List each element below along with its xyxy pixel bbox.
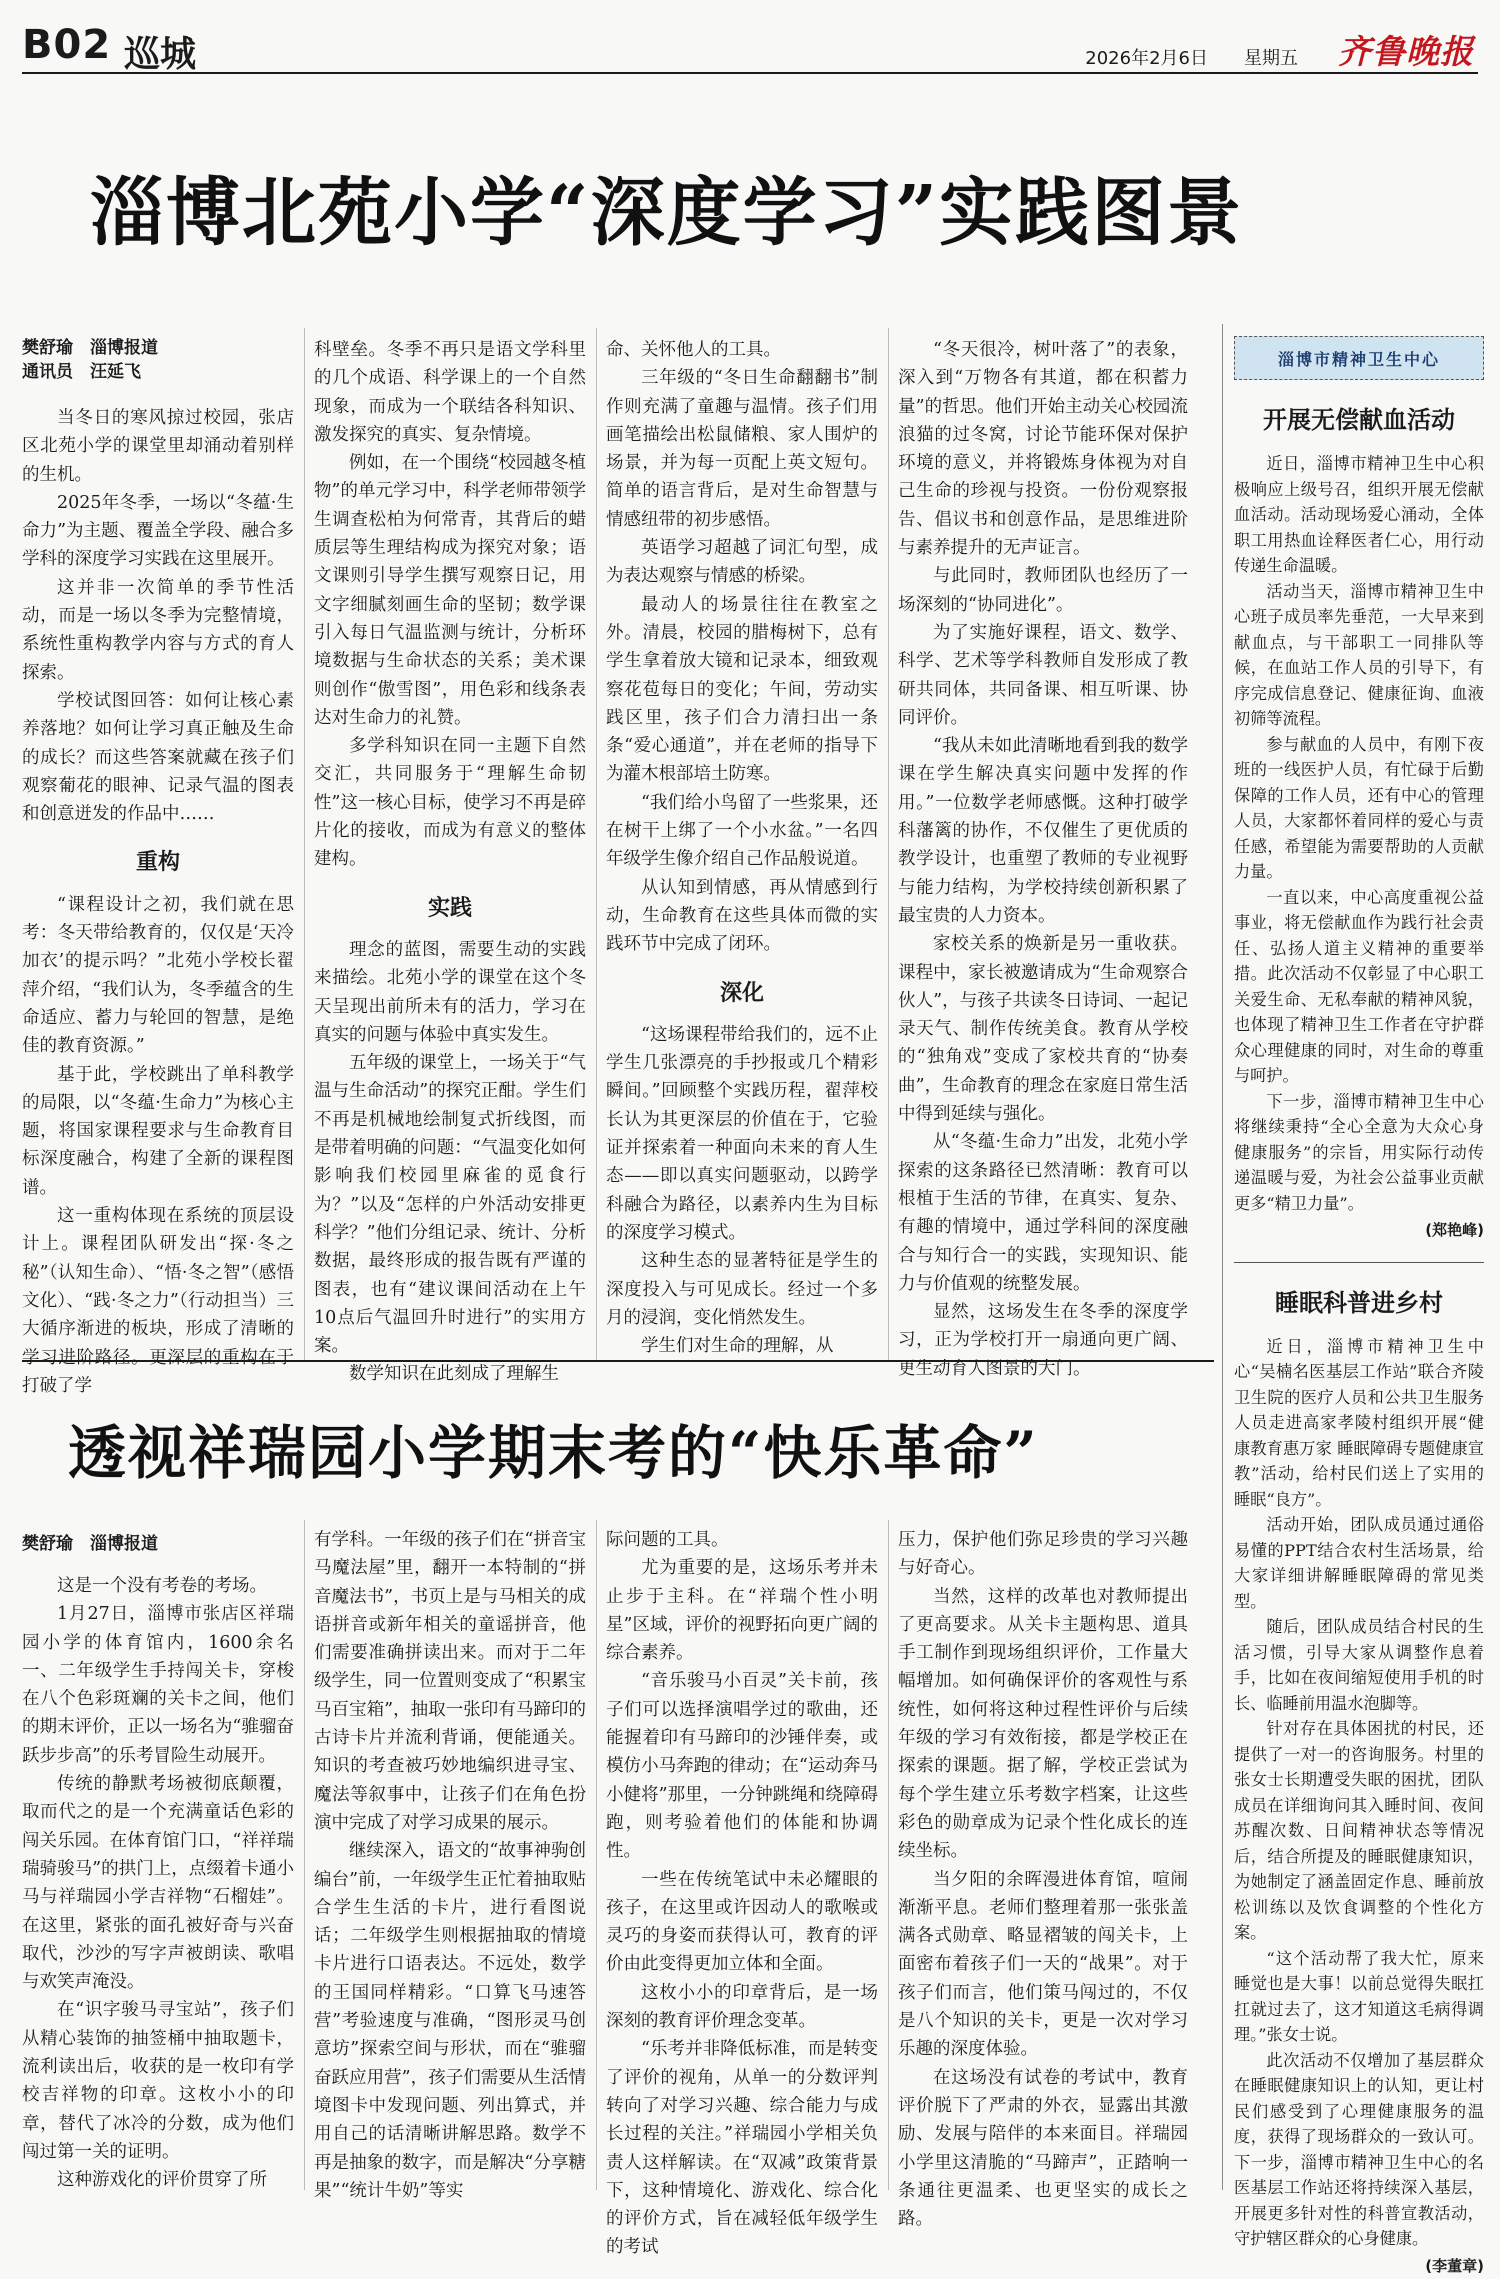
issue-weekday: 星期五 <box>1244 44 1298 70</box>
column-rule <box>888 1520 889 2190</box>
column-rule <box>888 328 889 1360</box>
paragraph: 从认知到情感，再从情感到行动，生命教育在这些具体而微的实践环节中完成了闭环。 <box>606 874 878 959</box>
paragraph: 显然，这场发生在冬季的深度学习，正为学校打开一扇通向更广阔、更生动育人图景的大门。 <box>898 1298 1188 1383</box>
section-name: 巡城 <box>124 26 196 77</box>
paragraph: 这是一个没有考卷的考场。 <box>22 1572 294 1600</box>
paragraph: 活动开始，团队成员通过通俗易懂的PPT结合农村生活场景，给大家详细讲解睡眠障碍的常见类型。 <box>1234 1512 1484 1614</box>
paragraph: 这种生态的显著特征是学生的深度投入与可见成长。经过一个多月的浸润，变化悄然发生。 <box>606 1247 878 1332</box>
article2-byline <box>22 1532 158 1556</box>
paragraph: 近日，淄博市精神卫生中心“吴楠名医基层工作站”联合齐陵卫生院的医疗人员和公共卫生服务人员走进高家孝陵村组织开展“健康教育惠万家 睡眠障碍专题健康宣教”活动，给村民们送上了实用的睡眠“良方”。 <box>1234 1334 1484 1513</box>
sidebar <box>1234 336 1484 2279</box>
article2-col4-body <box>898 1526 1188 2233</box>
paragraph: 一些在传统笔试中未必耀眼的孩子，在这里或许因动人的歌喉或灵巧的身姿而获得认可，教育的评价由此变得更加立体和全面。 <box>606 1866 878 1979</box>
paragraph: 这枚小小的印章背后，是一场深刻的教育评价理念变革。 <box>606 1979 878 2036</box>
paragraph: 例如，在一个围绕“校园越冬植物”的单元学习中，科学老师带领学生调查松柏为何常青，其背后的蜡质层等生理结构成为探究对象；语文课则引导学生撰写观察日记，用文字细腻刻画生命的坚韧；数学课引入每日气温监测与统计，分析环境数据与生命状态的关系；美术课则创作“傲雪图”，用色彩和线条表达对生命力的礼赞。 <box>314 449 586 732</box>
paragraph: 从“冬蕴·生命力”出发，北苑小学探索的这条路径已然清晰：教育可以根植于生活的节律，在真实、复杂、有趣的情境中，通过学科间的深度融合与知行合一的实践，实现知识、能力与价值观的统整发展。 <box>898 1128 1188 1298</box>
paragraph: 多学科知识在同一主题下自然交汇，共同服务于“理解生命韧性”这一核心目标，使学习不再是碎片化的接收，而成为有意义的整体建构。 <box>314 732 586 873</box>
paragraph: 为了实施好课程，语文、数学、科学、艺术等学科教师自发形成了教研共同体，共同备课、相互听课、协同评价。 <box>898 619 1188 732</box>
article1-col3-body <box>606 336 878 959</box>
sidebar-story2-title: 睡眠科普进乡村 <box>1234 1283 1484 1318</box>
sidebar-brand-banner: 淄博市精神卫生中心 <box>1234 336 1484 380</box>
paragraph: 科壁垒。冬季不再只是语文学科里的几个成语、科学课上的一个自然现象，而成为一个联结各科知识、激发探究的真实、复杂情境。 <box>314 336 586 449</box>
sidebar-story2-paras <box>1234 1334 1484 2252</box>
paragraph: “音乐骏马小百灵”关卡前，孩子们可以选择演唱学过的歌曲，还能握着印有马蹄印的沙锤伴奏，或模仿小马奔跑的律动；在“运动奔马小健将”那里，一分钟跳绳和绕障碍跑，则考验着他们的体能和协调性。 <box>606 1667 878 1865</box>
article1-headline: 淄博北苑小学“深度学习”实践图景 <box>90 154 1243 260</box>
page-header <box>22 0 1478 74</box>
sidebar-divider <box>1234 1262 1484 1263</box>
paragraph: 最动人的场景往往在教室之外。清晨，校园的腊梅树下，总有学生拿着放大镜和记录本，细致观察花苞每日的变化；午间，劳动实践区里，孩子们合力清扫出一条条“爱心通道”，并在老师的指导下为灌木根部培土防寒。 <box>606 591 878 789</box>
article2-col3-body <box>606 1526 878 2262</box>
sidebar-story2-author: (李董章) <box>1234 2254 1484 2279</box>
sidebar-story1-author: (郑艳峰) <box>1234 1218 1484 1244</box>
newspaper-logo: 齐鲁晚报 <box>1338 26 1474 73</box>
column-rule <box>304 1520 305 2190</box>
column-rule <box>304 328 305 1360</box>
article1-col1-intro <box>22 404 294 828</box>
byline-reporter: 樊舒瑜 淄博报道 <box>22 336 158 360</box>
paragraph: 尤为重要的是，这场乐考并未止步于主科。在“祥瑞个性小明星”区域，评价的视野拓向更广阔的综合素养。 <box>606 1554 878 1667</box>
article2-headline: 透视祥瑞园小学期末考的“快乐革命” <box>68 1406 1039 1490</box>
article2-column-1 <box>22 1572 294 2190</box>
paragraph: 在“识字骏马寻宝站”，孩子们从精心装饰的抽签桶中抽取题卡，流利读出后，收获的是一枚印有学校吉祥物的印章。这枚小小的印章，替代了冰冷的分数，成为他们闯过第一关的证明。 <box>22 1996 294 2166</box>
article2-col1-body <box>22 1572 294 2195</box>
paragraph: 数学知识在此刻成了理解生 <box>314 1360 586 1388</box>
article-divider <box>22 1360 1214 1362</box>
column-rule <box>596 1520 597 2190</box>
sidebar-story1-body <box>1234 451 1484 1244</box>
paragraph: “这个活动帮了我大忙，原来睡觉也是大事！以前总觉得失眠扛扛就过去了，这才知道这毛病得调理。”张女士说。 <box>1234 1946 1484 2048</box>
paragraph: “我从未如此清晰地看到我的数学课在学生解决真实问题中发挥的作用。”一位数学老师感慨。这种打破学科藩篱的协作，不仅催生了更优质的教学设计，也重塑了教师的专业视野与能力结构，为学校持续创新积累了最宝贵的人力资本。 <box>898 732 1188 930</box>
paragraph: 传统的静默考场被彻底颠覆，取而代之的是一个充满童话色彩的闯关乐园。在体育馆门口，“祥祥瑞瑞骑骏马”的拱门上，点缀着卡通小马与祥瑞园小学吉祥物“石榴娃”。在这里，紧张的面孔被好奇与兴奋取代，沙沙的写字声被朗读、歌唱与欢笑声淹没。 <box>22 1770 294 1996</box>
article2-column-4 <box>898 1526 1188 2190</box>
paragraph: 与此同时，教师团队也经历了一场深刻的“协同进化”。 <box>898 562 1188 619</box>
paragraph: 在这场没有试卷的考试中，教育评价脱下了严肃的外衣，显露出其激励、发展与陪伴的本来面目。祥瑞园小学里这清脆的“马蹄声”，正踏响一条通往更温柔、也更坚实的成长之路。 <box>898 2064 1188 2234</box>
paragraph: 这并非一次简单的季节性活动，而是一场以冬季为完整情境，系统性重构教学内容与方式的育人探索。 <box>22 574 294 687</box>
sidebar-story2-body <box>1234 1334 1484 2279</box>
paragraph: 活动当天，淄博市精神卫生中心班子成员率先垂范，一大早来到献血点，与干部职工一同排队等候，在血站工作人员的引导下，有序完成信息登记、健康征询、血液初筛等流程。 <box>1234 579 1484 732</box>
subhead-shijian: 实践 <box>314 894 586 922</box>
paragraph: 这一重构体现在系统的顶层设计上。课程团队研发出“探·冬之秘”（认知生命）、“悟·冬之智”（感悟文化）、“践·冬之力”（行动担当）三大循序渐进的板块，形成了清晰的学习进阶路径。更深层的重构在于打破了学 <box>22 1202 294 1400</box>
paragraph: 基于此，学校跳出了单科教学的局限，以“冬蕴·生命力”为核心主题，将国家课程要求与生命教育目标深度融合，构建了全新的课程图谱。 <box>22 1061 294 1202</box>
paragraph: “这场课程带给我们的，远不止学生几张漂亮的手抄报或几个精彩瞬间。”回顾整个实践历程，翟萍校长认为其更深层的价值在于，它验证并探索着一种面向未来的育人生态——即以真实问题驱动，以跨学科融合为路径，以素养内生为目标的深度学习模式。 <box>606 1021 878 1247</box>
paragraph: 家校关系的焕新是另一重收获。课程中，家长被邀请成为“生命观察合伙人”，与孩子共读冬日诗词、一起记录天气、制作传统美食。教育从学校的“独角戏”变成了家校共育的“协奏曲”，生命教育的理念在家庭日常生活中得到延续与强化。 <box>898 930 1188 1128</box>
byline-correspondent: 通讯员 汪延飞 <box>22 360 158 384</box>
paragraph: 1月27日，淄博市张店区祥瑞园小学的体育馆内，1600余名一、二年级学生手持闯关卡，穿梭在八个色彩斑斓的关卡之间，他们的期末评价，正以一场名为“骓骝奋跃步步高”的乐考冒险生动展开。 <box>22 1600 294 1770</box>
paragraph: 这种游戏化的评价贯穿了所 <box>22 2166 294 2194</box>
paragraph: “课程设计之初，我们就在思考：冬天带给教育的，仅仅是‘天冷加衣’的提示吗？”北苑小学校长翟萍介绍，“我们认为，冬季蕴含的生命适应、蓄力与轮回的智慧，是绝佳的教育资源。” <box>22 891 294 1061</box>
article1-col2-body-b <box>314 936 586 1389</box>
paragraph: 2025年冬季，一场以“冬蕴·生命力”为主题、覆盖全学段、融合多学科的深度学习实践在这里展开。 <box>22 489 294 574</box>
paragraph: 随后，团队成员结合村民的生活习惯，引导大家从调整作息着手，比如在夜间缩短使用手机的时长、临睡前用温水泡脚等。 <box>1234 1614 1484 1716</box>
paragraph: 三年级的“冬日生命翻翻书”制作则充满了童趣与温情。孩子们用画笔描绘出松鼠储粮、家人围炉的场景，并为每一页配上英文短句。简单的语言背后，是对生命智慧与情感纽带的初步感悟。 <box>606 364 878 534</box>
paragraph: 压力，保护他们弥足珍贵的学习兴趣与好奇心。 <box>898 1526 1188 1583</box>
sidebar-rule <box>1222 324 1223 2190</box>
article1-column-1 <box>22 404 294 1358</box>
article2-col2-body <box>314 1526 586 2205</box>
paragraph: 继续深入，语文的“故事神驹创编台”前，一年级学生正忙着抽取贴合学生生活的卡片，进行看图说话；二年级学生则根据抽取的情境卡片进行口语表达。不远处，数学的王国同样精彩。“口算飞马速答营”考验速度与准确，“图形灵马创意坊”探索空间与形状，而在“骓骝奋跃应用营”，孩子们需要从生活情境图卡中发现问题、列出算式，并用自己的话清晰讲解思路。数学不再是抽象的数字，而是解决“分享糖果”“统计牛奶”等实 <box>314 1837 586 2205</box>
paragraph: 当冬日的寒风掠过校园，张店区北苑小学的课堂里却涌动着别样的生机。 <box>22 404 294 489</box>
paragraph: “我们给小鸟留了一些浆果，还在树干上绑了一个小水盆。”一名四年级学生像介绍自己作品般说道。 <box>606 789 878 874</box>
article2-column-2 <box>314 1526 586 2190</box>
paragraph: 五年级的课堂上，一场关于“气温与生命活动”的探究正酣。学生们不再是机械地绘制复式折线图，而是带着明确的问题：“气温变化如何影响我们校园里麻雀的觅食行为？”以及“怎样的户外活动安排更科学？”他们分组记录、统计、分析数据，最终形成的报告既有严谨的图表，也有“建议课间活动在上午10点后气温回升时进行”的实用方案。 <box>314 1049 586 1360</box>
article1-col4-body <box>898 336 1188 1383</box>
paragraph: 际问题的工具。 <box>606 1526 878 1554</box>
paragraph: 理念的蓝图，需要生动的实践来描绘。北苑小学的课堂在这个冬天呈现出前所未有的活力，学习在真实的问题与体验中真实发生。 <box>314 936 586 1049</box>
article2-column-3 <box>606 1526 878 2190</box>
sidebar-story1-paras <box>1234 451 1484 1216</box>
paragraph: 命、关怀他人的工具。 <box>606 336 878 364</box>
article1-column-2 <box>314 336 586 1358</box>
article1-col3-body-b <box>606 1021 878 1361</box>
byline-reporter: 樊舒瑜 淄博报道 <box>22 1532 158 1556</box>
paragraph: 一直以来，中心高度重视公益事业，将无偿献血作为践行社会责任、弘扬人道主义精神的重要举措。此次活动不仅彰显了中心职工关爱生命、无私奉献的精神风貌，也体现了精神卫生工作者在守护群众心理健康的同时，对生命的尊重与呵护。 <box>1234 885 1484 1089</box>
paragraph: 参与献血的人员中，有刚下夜班的一线医护人员，有忙碌于后勤保障的工作人员，还有中心的管理人员，大家都怀着同样的爱心与责任感，希望能为需要帮助的人贡献力量。 <box>1234 732 1484 885</box>
paragraph: 当夕阳的余晖漫进体育馆，喧闹渐渐平息。老师们整理着那一张张盖满各式勋章、略显褶皱的闯关卡，上面密布着孩子们一天的“战果”。对于孩子们而言，他们策马闯过的，不仅是八个知识的关卡，更是一次对学习乐趣的深度体验。 <box>898 1866 1188 2064</box>
paragraph: 当然，这样的改革也对教师提出了更高要求。从关卡主题构思、道具手工制作到现场组织评价，工作量大幅增加。如何确保评价的客观性与系统性，如何将这种过程性评价与后续年级的学习有效衔接，都是学校正在探索的课题。据了解，学校正尝试为每个学生建立乐考数字档案，让这些彩色的勋章成为记录个性化成长的连续坐标。 <box>898 1583 1188 1866</box>
paragraph: 学校试图回答：如何让核心素养落地？如何让学习真正触及生命的成长？而这些答案就藏在孩子们观察葡花的眼神、记录气温的图表和创意迸发的作品中…… <box>22 687 294 828</box>
subhead-shenhua: 深化 <box>606 979 878 1007</box>
paragraph: 学生们对生命的理解，从 <box>606 1332 878 1360</box>
article1-col2-body <box>314 336 586 874</box>
article1-byline <box>22 336 158 384</box>
sidebar-story1-title: 开展无偿献血活动 <box>1234 400 1484 435</box>
paragraph: 有学科。一年级的孩子们在“拼音宝马魔法屋”里，翻开一本特制的“拼音魔法书”，书页上是与马相关的成语拼音或新年相关的童谣拼音，他们需要准确拼读出来。而对于二年级学生，同一位置则变成了“积累宝马百宝箱”，抽取一张印有马蹄印的古诗卡片并流利背诵，便能通关。知识的考查被巧妙地编织进寻宝、魔法等叙事中，让孩子们在角色扮演中完成了对学习成果的展示。 <box>314 1526 586 1837</box>
article1-col1-body <box>22 891 294 1400</box>
issue-date: 2026年2月6日 <box>1085 44 1208 70</box>
paragraph: “乐考并非降低标准，而是转变了评价的视角，从单一的分数评判转向了对学习兴趣、综合能力与成长过程的关注。”祥瑞园小学相关负责人这样解读。在“双减”政策背景下，这种情境化、游戏化、综合化的评价方式，旨在减轻低年级学生的考试 <box>606 2035 878 2261</box>
article1-column-4 <box>898 336 1188 1358</box>
paragraph: 英语学习超越了词汇句型，成为表达观察与情感的桥梁。 <box>606 534 878 591</box>
page-number: B02 <box>22 22 111 68</box>
subhead-chonggou: 重构 <box>22 848 294 876</box>
paragraph: 此次活动不仅增加了基层群众在睡眠健康知识上的认知，更让村民们感受到了心理健康服务的温度，获得了现场群众的一致认可。下一步，淄博市精神卫生中心的名医基层工作站还将持续深入基层，开展更多针对性的科普宣教活动，守护辖区群众的心身健康。 <box>1234 2048 1484 2252</box>
paragraph: “冬天很冷，树叶落了”的表象，深入到“万物各有其道，都在积蓄力量”的哲思。他们开始主动关心校园流浪猫的过冬窝，讨论节能环保对保护环境的意义，并将锻炼身体视为对自己生命的珍视与投资。一份份观察报告、倡议书和创意作品，是思维进阶与素养提升的无声证言。 <box>898 336 1188 562</box>
article1-column-3 <box>606 336 878 1358</box>
paragraph: 近日，淄博市精神卫生中心积极响应上级号召，组织开展无偿献血活动。活动现场爱心涌动，全体职工用热血诠释医者仁心，用行动传递生命温暖。 <box>1234 451 1484 579</box>
column-rule <box>596 328 597 1360</box>
paragraph: 针对存在具体困扰的村民，还提供了一对一的咨询服务。村里的张女士长期遭受失眠的困扰，团队成员在详细询问其入睡时间、夜间苏醒次数、日间精神状态等情况后，结合所提及的睡眠健康知识，为她制定了涵盖固定作息、睡前放松训练以及饮食调整的个性化方案。 <box>1234 1716 1484 1946</box>
paragraph: 下一步，淄博市精神卫生中心将继续秉持“全心全意为大众心身健康服务”的宗旨，用实际行动传递温暖与爱，为社会公益事业贡献更多“精卫力量”。 <box>1234 1089 1484 1217</box>
